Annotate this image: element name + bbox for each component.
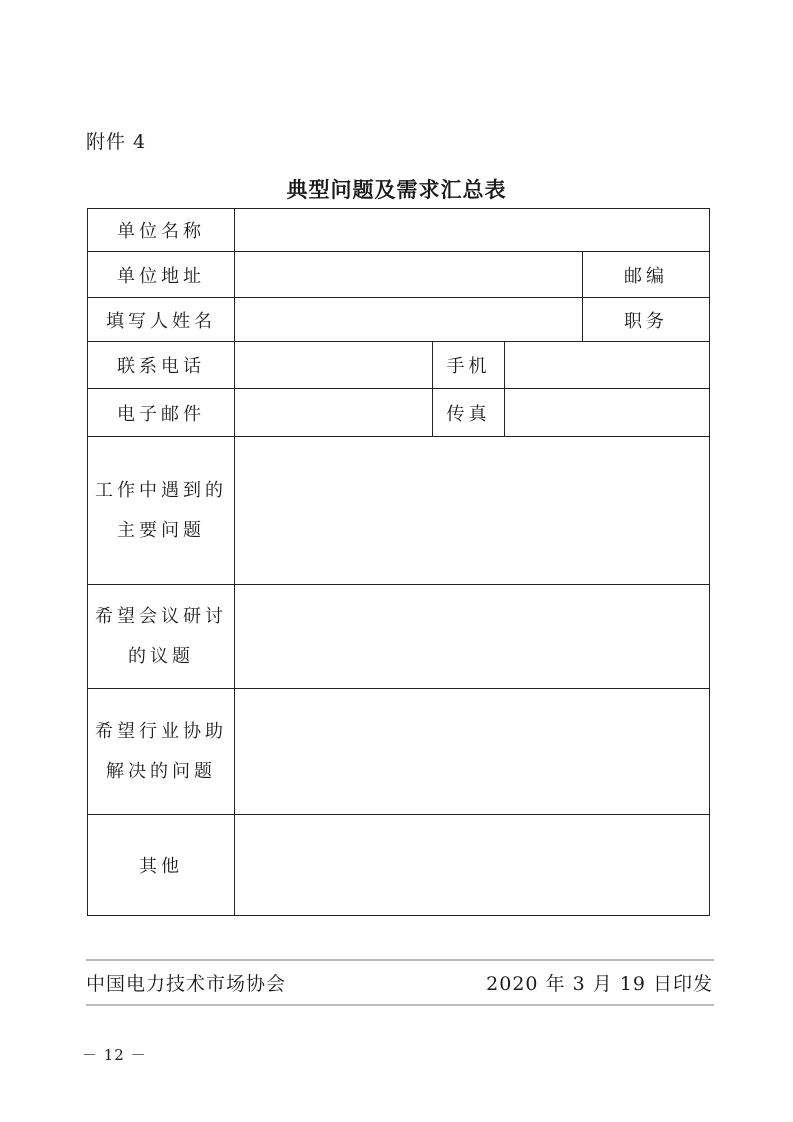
email-label: 电子邮件 bbox=[88, 389, 235, 437]
footer-divider-top bbox=[86, 959, 714, 961]
page-number: － 12 － bbox=[82, 1046, 147, 1064]
attachment-label: 附件 4 bbox=[86, 131, 147, 153]
issuer-name: 中国电力技术市场协会 bbox=[86, 973, 287, 995]
row-industry-assist bbox=[88, 689, 710, 815]
industry-assist-label bbox=[88, 689, 235, 815]
row-other bbox=[88, 815, 710, 916]
main-problems-label-line1: 工作中遇到的 bbox=[95, 479, 227, 501]
row-unit-address bbox=[88, 252, 710, 298]
row-unit-name bbox=[88, 209, 710, 252]
contact-phone-field[interactable] bbox=[235, 342, 433, 389]
other-field[interactable] bbox=[235, 815, 710, 916]
meeting-topics-label bbox=[88, 585, 235, 689]
contact-phone-label: 联系电话 bbox=[88, 342, 235, 389]
industry-assist-label-line1: 希望行业协助 bbox=[95, 720, 227, 742]
meeting-topics-field[interactable] bbox=[235, 585, 710, 689]
summary-form-table bbox=[87, 208, 710, 916]
row-contact-phone bbox=[88, 342, 710, 389]
row-main-problems bbox=[88, 437, 710, 585]
main-problems-field[interactable] bbox=[235, 437, 710, 585]
fax-label: 传真 bbox=[433, 389, 505, 437]
email-field[interactable] bbox=[235, 389, 433, 437]
filler-name-field[interactable] bbox=[235, 298, 583, 342]
industry-assist-field[interactable] bbox=[235, 689, 710, 815]
other-label: 其他 bbox=[88, 815, 235, 916]
mobile-label: 手机 bbox=[433, 342, 505, 389]
unit-name-field[interactable] bbox=[235, 209, 710, 252]
unit-address-label: 单位地址 bbox=[88, 252, 235, 298]
row-email bbox=[88, 389, 710, 437]
filler-name-label: 填写人姓名 bbox=[88, 298, 235, 342]
issue-date: 2020 年 3 月 19 日印发 bbox=[486, 973, 713, 995]
mobile-field[interactable] bbox=[505, 342, 710, 389]
unit-address-field[interactable] bbox=[235, 252, 583, 298]
industry-assist-label-line2: 解决的问题 bbox=[106, 760, 216, 782]
footer-divider-bottom bbox=[86, 1004, 714, 1006]
page-title: 典型问题及需求汇总表 bbox=[286, 178, 507, 202]
position-label: 职务 bbox=[583, 298, 710, 342]
meeting-topics-label-line2: 的议题 bbox=[128, 645, 194, 667]
main-problems-label-line2: 主要问题 bbox=[117, 519, 205, 541]
row-meeting-topics bbox=[88, 585, 710, 689]
main-problems-label bbox=[88, 437, 235, 585]
postcode-label: 邮编 bbox=[583, 252, 710, 298]
row-filler-name bbox=[88, 298, 710, 342]
meeting-topics-label-line1: 希望会议研讨 bbox=[95, 605, 227, 627]
unit-name-label: 单位名称 bbox=[88, 209, 235, 252]
fax-field[interactable] bbox=[505, 389, 710, 437]
